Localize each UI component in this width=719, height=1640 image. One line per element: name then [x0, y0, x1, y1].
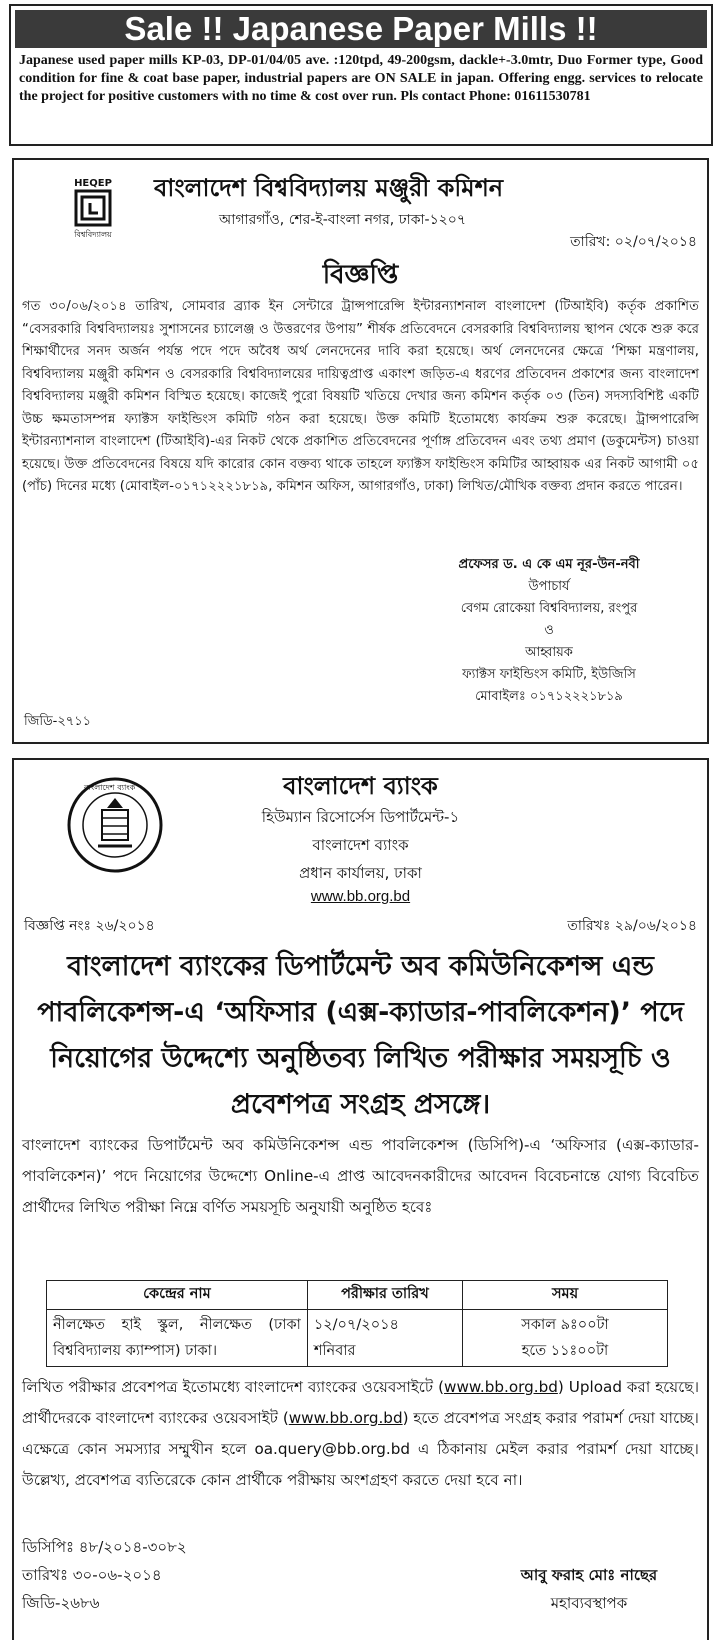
exam-date: ১২/০৭/২০১৪	[313, 1317, 399, 1333]
ugc-signatory-name: প্রফেসর ড. এ কে এম নূর-উন-নবী	[458, 557, 640, 572]
ugc-date: তারিখ: ০২/০৭/২০১৪	[570, 234, 697, 250]
exam-date-cell	[307, 1310, 462, 1367]
bb-signatory-title: মহাব্যবস্থাপক	[550, 1594, 628, 1612]
table-row	[47, 1310, 668, 1367]
bb-admit-card-paragraph	[22, 1372, 699, 1496]
bb-logo-text: বাংলাদেশ ব্যাংক	[84, 783, 136, 792]
ugc-body: গত ৩০/০৬/২০১৪ তারিখ, সোমবার ব্র্যাক ইন সেন্টারে ট্রান্সপারেন্সি ইন্টারন্যাশনাল বাংলাদেশ (টিআইবি) কর্তৃক প্রকাশিত “বেসরকারি বিশ্ববিদ্যালয়ঃ সুশাসনের চ্যালেঞ্জ ও উত্তরণের উপায়” শীর্ষক প্রতিবেদনে বেসরকারি বিশ্ববিদ্যালয় স্থাপন থেকে শুরু করে শিক্ষার্থীদের সনদ অর্জন পর্যন্ত পদে পদে অবৈধ অর্থ লেনদেনের দাবি করা হয়েছে। অর্থ লেনদেনের ক্ষেত্রে ‘শিক্ষা মন্ত্রণালয়, বিশ্ববিদ্যালয় মঞ্জুরী কমিশন ও বেসরকারি বিশ্ববিদ্যালয়ের দায়িত্বপ্রাপ্ত একাংশ জড়িত-এ ধরণের প্রতিবেদন প্রকাশের জন্য বাংলাদেশ বিশ্ববিদ্যালয় মঞ্জুরী কমিশন বিস্মিত হয়েছে। কাজেই পুরো বিষয়টি খতিয়ে দেখার জন্য কমিশন কর্তৃক ০৩ (তিন) সদস্যবিশিষ্ট একটি উচ্চ ক্ষমতাসম্পন্ন ফ্যাক্টস ফাইন্ডিংস কমিটি গঠন করা হয়েছে। উক্ত কমিটি ইতোমধ্যে কার্যক্রম শুরু করেছে। ট্রান্সপারেন্সি ইন্টারন্যাশনাল বাংলাদেশ (টিআইবি)-এর নিকট থেকে প্রকাশিত প্রতিবেদনের পূর্ণাঙ্গ প্রতিবেদন এবং তথ্য প্রমাণ (ডকুমেন্টস) চাওয়া হয়েছে। উক্ত প্রতিবেদনের বিষয়ে যদি কারোর কোন বক্তব্য থাকে তাহলে ফ্যাক্টস ফাইন্ডিংস কমিটির আহ্বায়ক এর নিকট আগামী ০৫ (পাঁচ) দিনের মধ্যে (মোবাইল-০১৭১২২২১৮১৯, কমিশন অফিস, আগারগাঁও, ঢাকা) লিখিত/মৌখিক বক্তব্য প্রদান করতে পারেন।	[22, 299, 699, 494]
bb-department: হিউম্যান রিসোর্সেস ডিপার্টমেন্ট-১	[261, 808, 460, 826]
ugc-signature-block	[414, 554, 684, 708]
bb-notice-number: বিজ্ঞপ্তি নংঃ ২৬/২০১৪	[24, 918, 155, 934]
bb-website-link[interactable]: www.bb.org.bd	[310, 888, 411, 905]
bb-org-name-2: বাংলাদেশ ব্যাংক	[312, 836, 409, 854]
ugc-signatory-title: উপাচার্য	[528, 579, 570, 594]
heqep-logo	[60, 178, 126, 240]
ugc-signatory-role: আহ্বায়ক	[525, 645, 573, 660]
sale-body: Japanese used paper mills KP-03, DP-01/04/05 ave. :120tpd, 49-200gsm, dackle+-3.0mtr, Duo Former type, Good condition for fine & coat base paper, industrial papers are ON SALE in japan. Offering engg. services to relocate the project for positive customers with no time & cost over run. Pls contact Phone: 01611530781	[19, 53, 703, 104]
table-header-center: কেন্দ্রের নাম	[47, 1281, 308, 1310]
sale-advertisement	[9, 4, 713, 146]
exam-schedule-table	[46, 1280, 668, 1367]
ugc-notice	[12, 158, 709, 744]
exam-time-cell	[463, 1310, 668, 1367]
bb-dcp-number: ডিসিপিঃ ৪৮/২০১৪-৩০৮২	[22, 1538, 187, 1556]
ugc-gd-number: জিডি-২৭১১	[24, 714, 92, 729]
bb-gd-number: জিডি-২৬৮৬	[22, 1594, 100, 1612]
table-header-time: সময়	[463, 1281, 668, 1310]
table-header-date: পরীক্ষার তারিখ	[307, 1281, 462, 1310]
heqep-logo-caption: বিশ্ববিদ্যালয়	[74, 230, 112, 239]
heqep-emblem-icon	[60, 189, 126, 229]
exam-time-start: সকাল ৯ঃ০০টা	[521, 1317, 609, 1333]
bb-signatory-name: আবু ফরাহ মোঃ নাছের	[520, 1566, 658, 1584]
para2-text-a: লিখিত পরীক্ষার প্রবেশপত্র ইতোমধ্যে বাংলাদেশ ব্যাংকের ওয়েবসাইটে (	[22, 1378, 445, 1396]
ugc-org-name: বাংলাদেশ বিশ্ববিদ্যালয় মঞ্জুরী কমিশন	[154, 174, 504, 202]
bb-notice	[12, 758, 709, 1640]
bb-footer-date: তারিখঃ ৩০-০৬-২০১৪	[22, 1566, 162, 1584]
bb-intro-paragraph: বাংলাদেশ ব্যাংকের ডিপার্টমেন্ট অব কমিউনিকেশন্স এন্ড পাবলিকেশন্স (ডিসিপি)-এ ‘অফিসার (এক্স-ক্যাডার-পাবলিকেশন)’ পদে নিয়োগের উদ্দেশ্যে Online-এ প্রাপ্ত আবেদনকারীদের আবেদন বিবেচনান্তে যোগ্য বিবেচিত প্রার্থীদের লিখিত পরীক্ষা নিম্নে বর্ণিত সময়সূচি অনুযায়ী অনুষ্ঠিত হবেঃ	[22, 1136, 699, 1216]
ugc-signatory-and: ও	[544, 623, 554, 638]
ugc-signatory-mobile: মোবাইলঃ ০১৭১২২২১৮১৯	[475, 689, 623, 704]
bb-office: প্রধান কার্যালয়, ঢাকা	[299, 864, 422, 882]
ugc-title: বিজ্ঞপ্তি	[322, 260, 399, 290]
bb-notice-title: বাংলাদেশ ব্যাংকের ডিপার্টমেন্ট অব কমিউনিকেশন্স এন্ড পাবলিকেশন্স-এ ‘অফিসার (এক্স-ক্যাডার-পাবলিকেশন)’ পদে নিয়োগের উদ্দেশ্যে অনুষ্ঠিতব্য লিখিত পরীক্ষার সময়সূচি ও প্রবেশপত্র সংগ্রহ প্রসঙ্গে।	[37, 951, 684, 1120]
bb-org-name: বাংলাদেশ ব্যাংক	[283, 772, 438, 800]
exam-center-cell: নীলক্ষেত হাই স্কুল, নীলক্ষেত (ঢাকা বিশ্ববিদ্যালয় ক্যাম্পাস) ঢাকা।	[47, 1310, 308, 1367]
exam-time-end: হতে ১১ঃ০০টা	[521, 1343, 609, 1359]
ugc-signatory-committee: ফ্যাক্টস ফাইন্ডিংস কমিটি, ইউজিসি	[462, 667, 636, 682]
heqep-logo-text: HEQEP	[74, 178, 112, 189]
para2-text-b: ) Upload করা হয়েছে। প্রার্থীদেরকে বাংলাদেশ ব্যাংকের ওয়েবসাইট (	[22, 1378, 699, 1427]
sale-headline: Sale !! Japanese Paper Mills !!	[15, 10, 707, 48]
bb-notice-date: তারিখঃ ২৯/০৬/২০১৪	[567, 918, 697, 934]
table-header-row	[47, 1281, 668, 1310]
exam-day: শনিবার	[313, 1343, 356, 1359]
ugc-address: আগারগাঁও, শের-ই-বাংলা নগর, ঢাকা-১২০৭	[219, 212, 466, 228]
ugc-signatory-org: বেগম রোকেয়া বিশ্ববিদ্যালয়, রংপুর	[460, 601, 638, 616]
website-link-2[interactable]: www.bb.org.bd	[288, 1409, 403, 1427]
website-link-1[interactable]: www.bb.org.bd	[444, 1378, 558, 1396]
para2-text-c: ) হতে প্রবেশপত্র সংগ্রহ করার পরামর্শ দেয়া যাচ্ছে। এক্ষেত্রে কোন সমস্যার সম্মুখীন হলে oa.query@bb.org.bd এ ঠিকানায় মেইল করার পরামর্শ দেয়া যাচ্ছে। উল্লেখ্য, প্রবেশপত্র ব্যতিরেকে কোন প্রার্থীকে পরীক্ষায় অংশগ্রহণ করতে দেয়া হবে না।	[22, 1409, 699, 1489]
